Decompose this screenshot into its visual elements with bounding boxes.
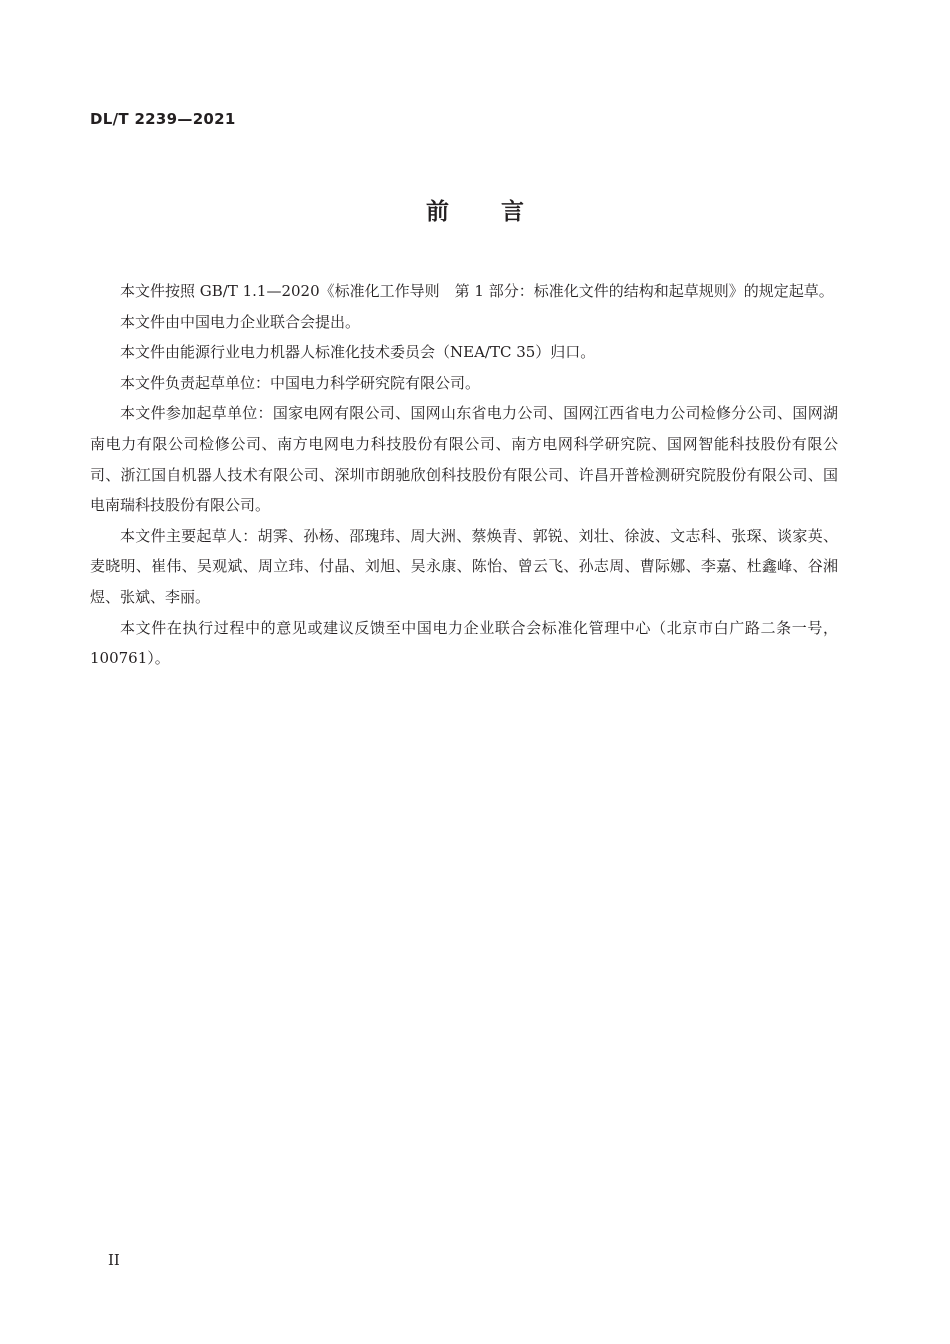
paragraph-lead-drafter: 本文件负责起草单位：中国电力科学研究院有限公司。 xyxy=(120,373,481,392)
paragraph-administrator: 本文件由能源行业电力机器人标准化技术委员会（NEA/TC 35）归口。 xyxy=(120,343,596,362)
paragraph-participating-units: 本文件参加起草单位：国家电网有限公司、国网山东省电力公司、国网江西省电力公司检修分公司、国网湖南电力有限公司检修公司、南方电网电力科技股份有限公司、南方电网科学研究院、国网智能科技股份有限公司、浙江国自机器人技术有限公司、深圳市朗驰欣创科技股份有限公司、许昌开普检测研究院股份有限公司、国电南瑞科技股份有限公司。 xyxy=(90,404,838,515)
paragraph-drafting-rules: 本文件按照 GB/T 1.1—2020《标准化工作导则 第 1 部分：标准化文件的结构和起草规则》的规定起草。 xyxy=(120,282,834,300)
paragraph-proposer: 本文件由中国电力企业联合会提出。 xyxy=(120,312,361,331)
page-title: 前言 xyxy=(426,199,576,225)
paragraph-feedback: 本文件在执行过程中的意见或建议反馈至中国电力企业联合会标准化管理中心（北京市白广路二条一号，100761）。 xyxy=(90,618,838,668)
standard-code: DL/T 2239—2021 xyxy=(90,110,236,128)
paragraph-main-drafters: 本文件主要起草人：胡霁、孙杨、邵瑰玮、周大洲、蔡焕青、郭锐、刘壮、徐波、文志科、张琛、谈家英、麦晓明、崔伟、吴观斌、周立玮、付晶、刘旭、吴永康、陈怡、曾云飞、孙志周、曹际娜、李嘉、杜鑫峰、谷湘煜、张斌、李丽。 xyxy=(90,526,838,606)
page-number: II xyxy=(108,1251,120,1269)
foreword-body xyxy=(90,276,838,674)
